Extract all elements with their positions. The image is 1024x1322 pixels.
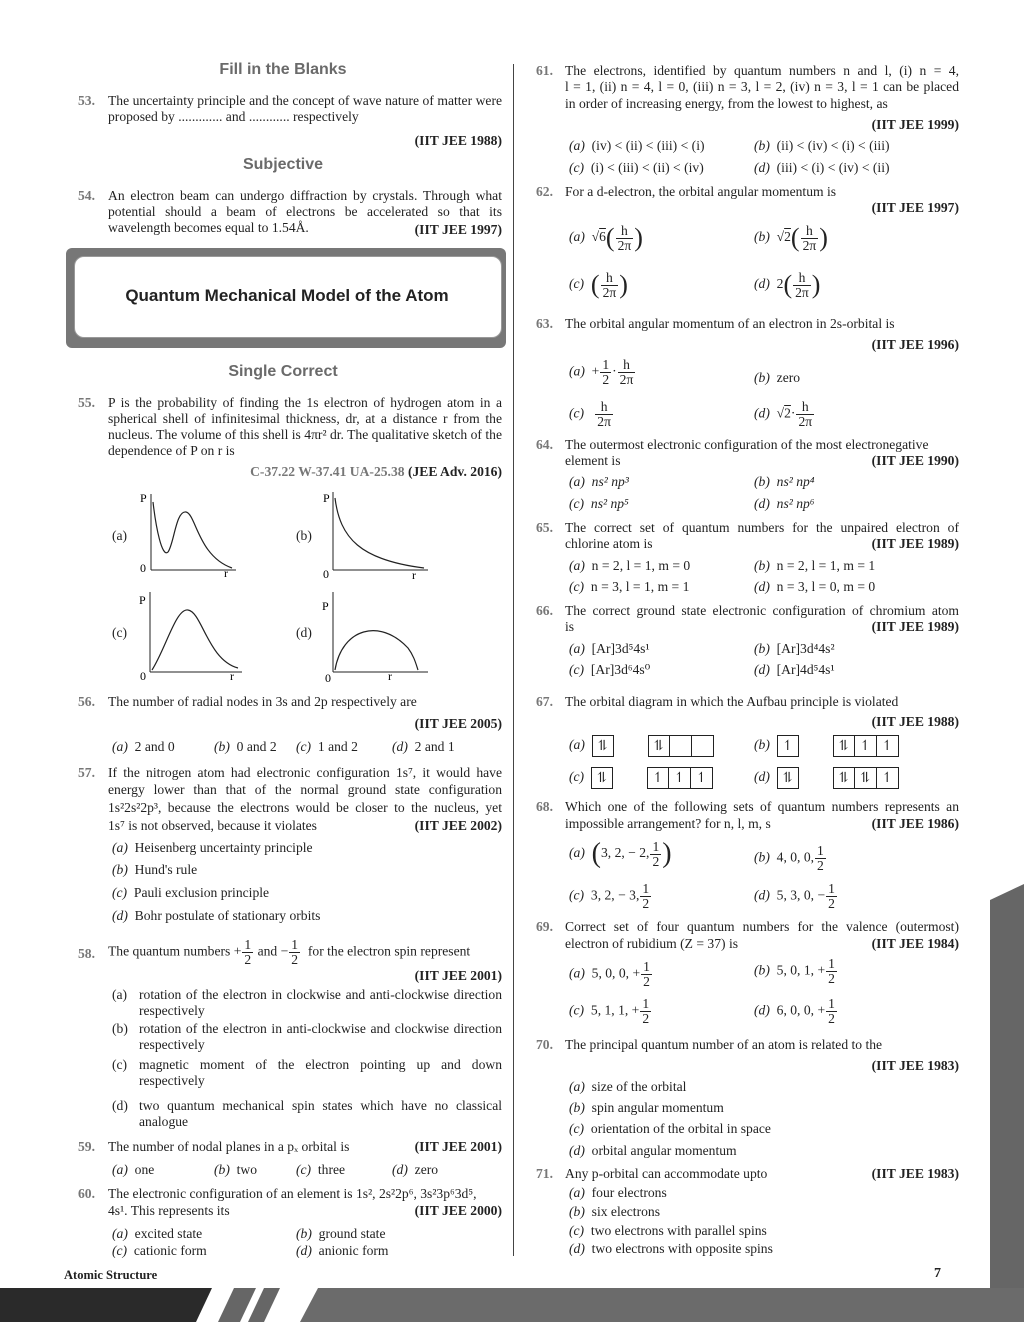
svg-text:P: P [140,491,147,505]
option: (d) n = 3, l = 0, m = 0 [754,579,876,594]
question-text: The orbital angular momentum of an electron in 2s-orbital is [565,316,895,331]
exam-source: (IIT JEE 2001) [414,968,502,983]
option: (d) ns² np⁶ [754,496,815,511]
option-label: (d) [296,625,312,640]
option: (c) $\frac{h}{2\pi}$ [569,399,611,429]
exam-source: (IIT JEE 2001) [414,1139,502,1154]
option-label: (b) [296,528,312,543]
option-orbital-diagram: (b) ↿ ⥮ ↿ ↿ [754,735,899,757]
option: (a) (iv) < (ii) < (iii) < (i) [569,138,705,153]
question-text: An electron beam can undergo diffraction by crystals. Through what potential should a beam of electrons be accelerated so that its wavelength becomes equal to 1.54Å. [108,188,502,235]
section-heading-subjective: Subjective [242,156,324,173]
option: (a) Heisenberg uncertainty principle [112,840,313,855]
exam-source: (IIT JEE 1986) [871,816,959,831]
exam-source: (IIT JEE 1997) [871,200,959,215]
option: (d) two electrons with opposite spins [569,1241,773,1256]
option: (c) 5, 1, 1, + $\frac{1}{2}$ [569,996,650,1026]
question-number: 70. [536,1037,553,1052]
svg-text:0: 0 [140,561,146,575]
option: (a) 2 and 0 [112,739,175,754]
question-number: 68. [536,799,553,814]
option: (b) six electrons [569,1204,660,1219]
question-line: is [565,619,575,634]
question-number: 57. [78,765,95,780]
option: (c) 1 and 2 [296,739,358,754]
option: (b) ground state [296,1226,386,1241]
question-line: 4s¹. This represents its [108,1203,230,1218]
option: (a) size of the orbital [569,1079,687,1094]
question-line: The correct ground state electronic configuration of chromium atom [565,603,959,618]
question-line: 1s²2s²2p³, because the electrons would be closer to the nucleus, yet [108,800,502,815]
footer-bar-dark [0,1288,212,1322]
svg-text:P: P [322,599,329,613]
question-text: Any p-orbital can accommodate upto [565,1166,768,1181]
option: (b) (ii) < (iv) < (i) < (iii) [754,138,890,153]
question-number: 55. [78,395,95,410]
svg-text:P: P [323,491,330,505]
option-orbital-diagram: (d) ⥮ ⥮ ⥮ ↿ [754,767,899,789]
question-number: 71. [536,1166,553,1181]
option: (d) √2· $\frac{h}{2\pi}$ [754,399,813,429]
option: (b) 0 and 2 [214,739,277,754]
question-number: 64. [536,437,553,452]
option: (d) (iii) < (i) < (iv) < (ii) [754,160,890,175]
option: (c) (i) < (iii) < (ii) < (iv) [569,160,704,175]
option-orbital-diagram: (c) ⥮ ↿ ↿ ↿ [569,767,713,789]
exam-source: (IIT JEE 1996) [871,337,959,352]
question-line: impossible arrangement? for n, l, m, s [565,816,771,831]
question-text: For a d-electron, the orbital angular momentum is [565,184,837,199]
option: (b) 5, 0, 1, + $\frac{1}{2}$ [754,956,835,986]
option: (a) excited state [112,1226,203,1241]
option: (d) [Ar]4d⁵4s¹ [754,662,835,677]
question-line: element is [565,453,621,468]
exam-source: (IIT JEE 1989) [871,536,959,551]
footer-stripe [218,1288,256,1322]
question-text: The orbital diagram in which the Aufbau principle is violated [565,694,899,709]
option: (d) 6, 0, 0, + $\frac{1}{2}$ [754,996,835,1026]
option: (c) ( $\frac{h}{2\pi}$ ) [569,269,628,300]
option-label: (c) [112,1057,128,1072]
option-label: (d) [112,1098,128,1113]
option: (c) orientation of the orbital in space [569,1121,771,1136]
question-line: electron of rubidium (Z = 37) is [565,936,739,951]
option: rotation of the electron in clockwise and anti-clockwise direction respectively [139,987,502,1018]
exam-source: C-37.22 W-37.41 UA-25.38 (JEE Adv. 2016) [250,464,502,479]
option: (a) one [112,1162,155,1177]
option: (c) cationic form [112,1243,207,1258]
option: (b) ns² np⁴ [754,474,815,489]
question-line: The correct set of quantum numbers for the unpaired electron of [565,520,959,535]
option: (c) two electrons with parallel spins [569,1223,767,1238]
question-number: 58. [78,946,95,961]
question-line: The outermost electronic configuration of the most electronegative [565,437,929,452]
exam-source: (IIT JEE 2000) [414,1203,502,1218]
question-number: 53. [78,93,95,108]
option: (b) Hund's rule [112,862,198,877]
svg-text:0: 0 [323,567,329,581]
exam-source: (IIT JEE 1997) [414,222,502,237]
option: magnetic moment of the electron pointing up and down respectively [139,1057,502,1088]
exam-source: (IIT JEE 1990) [871,453,959,468]
question-text: The uncertainty principle and the concept of wave nature of matter were proposed by ............. and ............ respectively [108,93,502,124]
question-number: 63. [536,316,553,331]
question-line: If the nitrogen atom had electronic configuration 1s⁷, it would have [108,765,502,780]
svg-text:r: r [412,568,416,582]
footer-bar-grey [300,1288,1024,1322]
banner-title: Quantum Mechanical Model of the Atom [125,286,449,305]
question-line: The electrons, identified by quantum numbers n and l, (i) n = 4, [565,63,959,78]
option: (b) n = 2, l = 1, m = 1 [754,558,876,573]
option: (a) [Ar]3d⁵4s¹ [569,641,650,656]
exam-source: (IIT JEE 1989) [871,619,959,634]
question-number: 61. [536,63,553,78]
exam-source: (IIT JEE 1988) [871,714,959,729]
option: (c) ns² np⁵ [569,496,629,511]
question-line: l = 1, (ii) n = 4, l = 0, (iii) n = 3, l = 2, (iv) n = 3, l = 1 can be placed [565,79,959,94]
option: (a) 5, 0, 0, + $\frac{1}{2}$ [569,959,650,989]
option: (d) orbital angular momentum [569,1143,737,1158]
svg-text:0: 0 [140,669,146,682]
option: (a) + $\frac{1}{2}$ · $\frac{h}{2\pi}$ [569,357,634,387]
question-line: Which one of the following sets of quantum numbers represents an [565,799,959,814]
option: (a) ns² np³ [569,474,629,489]
option: (a) four electrons [569,1185,667,1200]
option-label: (b) [112,1021,128,1036]
option: (d) 5, 3, 0, − $\frac{1}{2}$ [754,881,835,911]
question-line: energy lower than that of the normal ground state configuration [108,782,502,797]
section-heading-single-correct: Single Correct [228,363,338,380]
exam-source: (IIT JEE 1999) [871,117,959,132]
exam-source: (IIT JEE 1983) [871,1058,959,1073]
option-label: (a) [112,987,128,1002]
svg-text:P: P [139,593,146,607]
question-text: P is the probability of finding the 1s electron of hydrogen atom in a spherical shell of infinitesimal thickness, dr, at a distance r from the nucleus. The volume of this shell is 4πr² dr. The qualitative sketch of the dependence of P on r is [108,395,502,458]
question-number: 62. [536,184,553,199]
question-line: chlorine atom is [565,536,653,551]
question-text: The quantum numbers + $\frac{1}{2}$ and − $\frac{1}{2}$ for the electron spin represent [108,937,471,967]
svg-text:r: r [388,669,392,683]
question-line: Correct set of four quantum numbers for the valence (outermost) [565,919,959,934]
page-number: 7 [934,1266,941,1281]
section-heading-fill-blanks: Fill in the Blanks [219,61,347,78]
option: (a) √6( $\frac{h}{2\pi}$ ) [569,222,643,253]
option: rotation of the electron in anti-clockwise and clockwise direction respectively [139,1021,502,1052]
svg-text:r: r [224,566,228,580]
option-orbital-diagram: (a) ⥮ ⥮ [569,735,714,757]
question-number: 69. [536,919,553,934]
option: (c) n = 3, l = 1, m = 1 [569,579,690,594]
option: (d) 2 and 1 [392,739,455,754]
question-text: The number of radial nodes in 3s and 2p respectively are [108,694,417,709]
option: (c) Pauli exclusion principle [112,885,270,900]
exam-source: (IIT JEE 1983) [871,1166,959,1181]
side-accent [990,884,1024,1322]
question-line: in order of increasing energy, from the lowest to highest, as [565,96,888,111]
option: (b) [Ar]3d⁴4s² [754,641,835,656]
question-line: 1s⁷ is not observed, because it violates [108,818,317,833]
option: (b) √2( $\frac{h}{2\pi}$ ) [754,222,828,253]
question-line: The electronic configuration of an element is 1s², 2s²2p⁶, 3s²3p⁶3d⁵, [108,1186,477,1201]
exam-source: (IIT JEE 2002) [414,818,502,833]
svg-text:r: r [230,669,234,682]
question-text: The number of nodal planes in a pₓ orbital is [108,1139,350,1154]
exam-source: (IIT JEE 2005) [414,716,502,731]
option: (a) (3, 2, − 2, $\frac{1}{2}$ ) [569,838,672,869]
option: (d) anionic form [296,1243,389,1258]
footer-chapter: Atomic Structure [64,1268,158,1282]
option: (c) 3, 2, − 3, $\frac{1}{2}$ [569,881,650,911]
option: (b) spin angular momentum [569,1100,724,1115]
option: (d) zero [392,1162,439,1177]
question-number: 60. [78,1186,95,1201]
question-number: 54. [78,188,95,203]
option: (d) Bohr postulate of stationary orbits [112,908,321,923]
option: (b) zero [754,370,801,385]
question-number: 59. [78,1139,95,1154]
option: (a) n = 2, l = 1, m = 0 [569,558,691,573]
question-number: 65. [536,520,553,535]
exam-source: (IIT JEE 1988) [414,133,502,148]
option-label: (c) [112,625,128,640]
option: two quantum mechanical spin states which have no classical analogue [139,1098,502,1129]
option: (d) 2( $\frac{h}{2\pi}$ ) [754,269,821,300]
question-number: 66. [536,603,553,618]
option: (b) two [214,1162,258,1177]
question-text: The principal quantum number of an atom is related to the [565,1037,883,1052]
option-label: (a) [112,528,128,543]
option: (c) three [296,1162,346,1177]
option: (b) 4, 0, 0, $\frac{1}{2}$ [754,843,824,873]
svg-text:0: 0 [325,671,331,684]
exam-source: (IIT JEE 1984) [871,936,959,951]
option: (c) [Ar]3d⁶4s⁰ [569,662,651,677]
question-number: 56. [78,694,95,709]
question-number: 67. [536,694,553,709]
